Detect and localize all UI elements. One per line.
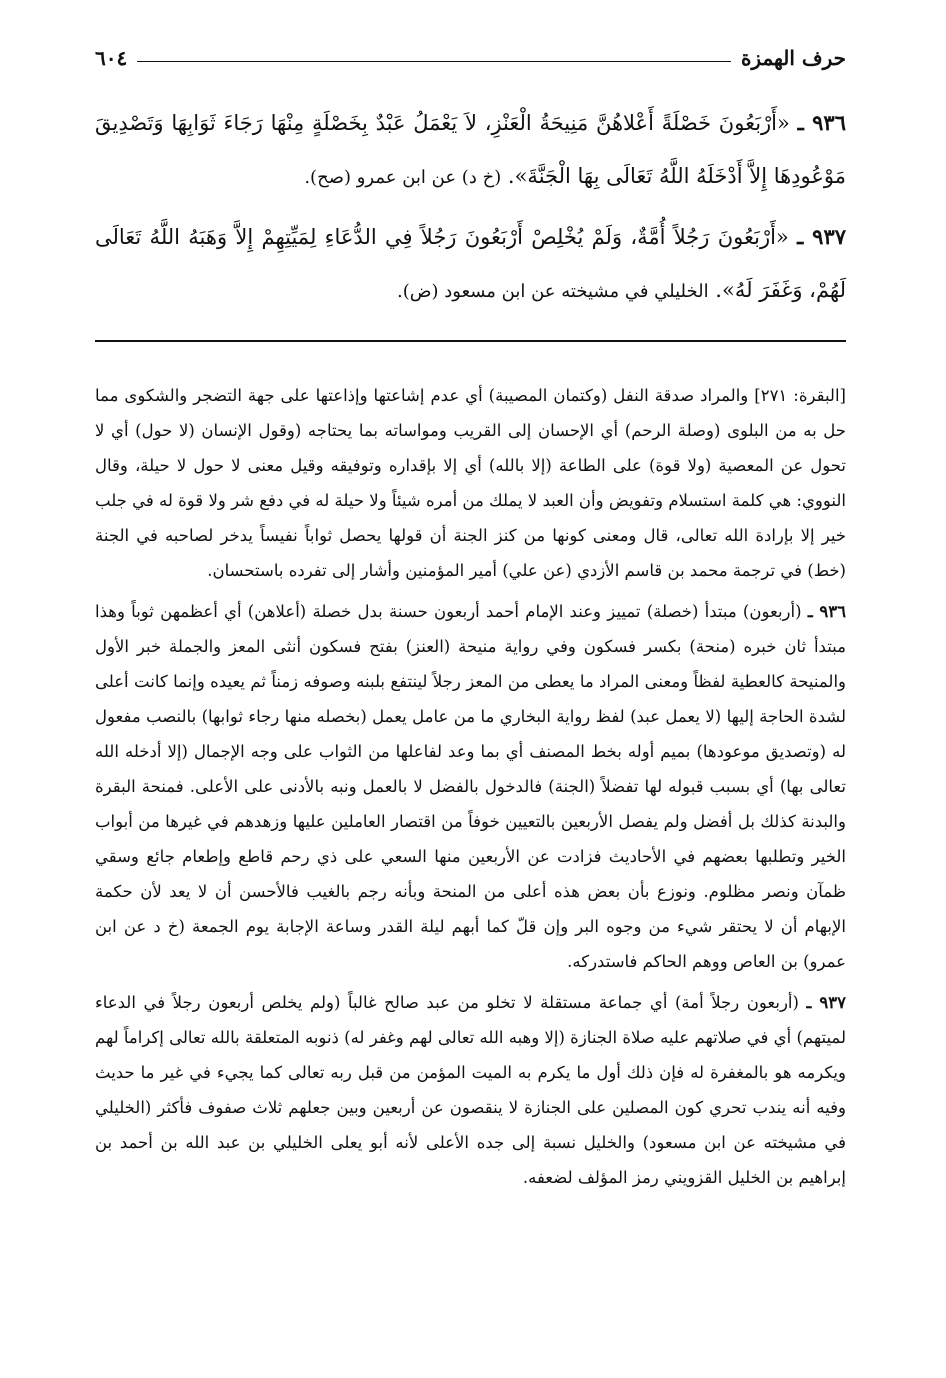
commentary-number: ٩٣٦ ـ: [807, 602, 846, 621]
section-title: حرف الهمزة: [740, 46, 846, 70]
commentary-text: (أربعون) مبتدأ (خصلة) تمييز وعند الإمام أحمد أربعون حسنة بدل خصلة (أعلاهن) أي أعظمهن ثوباً وهذا مبتدأ ثان خبره (منحة) بكسر فسكون وفي رواية منيحة (العنز) بفتح فسكون أنثى المعز والجملة خبر الأول والمنيحة كالعطية لفظاً ومعنى المراد ما يعطى من المعز رجلاً لينتفع بلبنه وصوفه زمناً ثم يعيده وإنما كانت أعلى لشدة الحاجة إليها (لا يعمل عبد) لفظ رواية البخاري ما من عامل يعمل (بخصله منها رجاء ثوابها) بالنصب مفعول له (وتصديق موعودها) بميم أوله بخط المصنف أي بما وعد لفاعلها من الثواب على وجه الإجمال (إلا أدخله الله تعالى بها) أي بسبب قبوله لها تفضلاً (الجنة) فالدخول بالفضل لا بالعمل ونبه بالأدنى على الأعلى. فمنحة البقرة والبدنة كذلك بل أفضل ولم يفصل الأربعين بالتعيين خوفاً من اقتصار العاملين عليها وزهدهم في غيرها من أبواب الخير وتطلبها بعضهم في الأحاديث فزادت عن الأربعين منها السعي على ذي رحم قاطع وإطعام جائع وسقي ظمآن ونصر مظلوم. ونوزع بأن بعض هذه أعلى من المنحة وبأنه رجم بالغيب فالأحسن أن لا يعد لأن حكمة الإبهام أن لا يحتقر شيء من وجوه البر وإن قلّ كما أبهم ليلة القدر وساعة الإجابة يوم الجمعة (خ د عن ابن عمرو) بن العاص ووهم الحاكم فاستدركه.: [95, 602, 846, 971]
hadith-937: [95, 210, 846, 318]
hadith-reference: الخليلي في مشيخته عن ابن مسعود (ض).: [397, 281, 709, 302]
hadith-matn: «أَرْبَعُونَ خَصْلَةً أَعْلاهُنَّ مَنِيحَةُ الْعَنْزِ، لاَ يَعْمَلُ عَبْدٌ بِخَصْلَةٍ مِنْهَا رَجَاءَ ثَوَابِهَا وَتَصْدِيقَ مَوْعُودِهَا إِلاَّ أَدْخَلَهُ اللَّهُ تَعَالَى بِهَا الْجَنَّةَ».: [95, 111, 846, 188]
page-header: [95, 38, 846, 78]
hadith-matn: «أَرْبَعُونَ رَجُلاً أُمَّةٌ، وَلَمْ يُخْلِصْ أَرْبَعُونَ رَجُلاً فِي الدُّعَاءِ لِمَيِّتِهِمْ إِلاَّ وَهَبَهُ اللَّهُ تَعَالَى لَهُمْ، وَغَفَرَ لَهُ».: [95, 225, 846, 302]
section-divider: [95, 340, 846, 342]
hadith-reference: (خ د) عن ابن عمرو (صح).: [304, 167, 502, 188]
commentary-text: [البقرة: ٢٧١] والمراد صدقة النفل (وكتمان المصيبة) أي عدم إشاعتها وإذاعتها على جهة التضجر والشكوى مما حل به من البلوى (وصلة الرحم) أي الإحسان إلى القريب ومواساته بما يحتاجه (وقول الإنسان (لا حول) أي لا تحول عن المعصية (ولا قوة) على الطاعة (إلا بالله) أي إلا بإقداره وتوفيقه وقيل معنى لا حول لا حيلة، وقال النووي: هي كلمة استسلام وتفويض وأن العبد لا يملك من أمره شيئاً ولا حيلة له في دفع شر ولا قوة له في جلب خير إلا بإرادة الله تعالى، قال ومعنى كونها من كنز الجنة أن قولها يحصل ثواباً نفيساً يدخر لصاحبه في الجنة (خط) في ترجمة محمد بن قاسم الأزدي (عن علي) أمير المؤمنين وأشار إلى تفرده باستحسان.: [95, 386, 846, 580]
hadith-936: [95, 96, 846, 204]
commentary-text: (أربعون رجلاً أمة) أي جماعة مستقلة لا تخلو من عبد صالح غالباً (ولم يخلص أربعون رجلاً في الدعاء لميتهم) أي في صلاتهم عليه صلاة الجنازة (إلا وهبه الله تعالى لهم وغفر له) ذنوبه المتعلقة بالله تعالى إكراماً لهم ويكرمه هو بالمغفرة له فإن ذلك أول ما يكرم به الميت المؤمن من قبل ربه تعالى كما يجيء في غير ما حديث وفيه أنه يندب تحري كون المصلين على الجنازة لا ينقصون عن أربعين وبين جعلهم ثلاث صفوف فأكثر (الخليلي في مشيخته عن ابن مسعود) والخليل نسبة إلى جده الأعلى لأنه أبو يعلى الخليلي بن عبد الله بن أحمد بن إبراهيم بن الخليل القزويني رمز المؤلف لضعفه.: [95, 993, 846, 1187]
commentary-paragraph-936: [95, 594, 846, 979]
commentary-number: ٩٣٧ ـ: [806, 993, 846, 1012]
commentary-block: [95, 378, 846, 1201]
commentary-paragraph-937: [95, 985, 846, 1195]
header-rule: [137, 60, 731, 62]
hadith-number: ٩٣٦ ـ: [797, 110, 846, 135]
page-number: ٦٠٤: [95, 46, 128, 70]
hadith-number: ٩٣٧ ـ: [797, 224, 847, 249]
commentary-paragraph: [95, 378, 846, 588]
hadith-text-block: [95, 96, 846, 324]
